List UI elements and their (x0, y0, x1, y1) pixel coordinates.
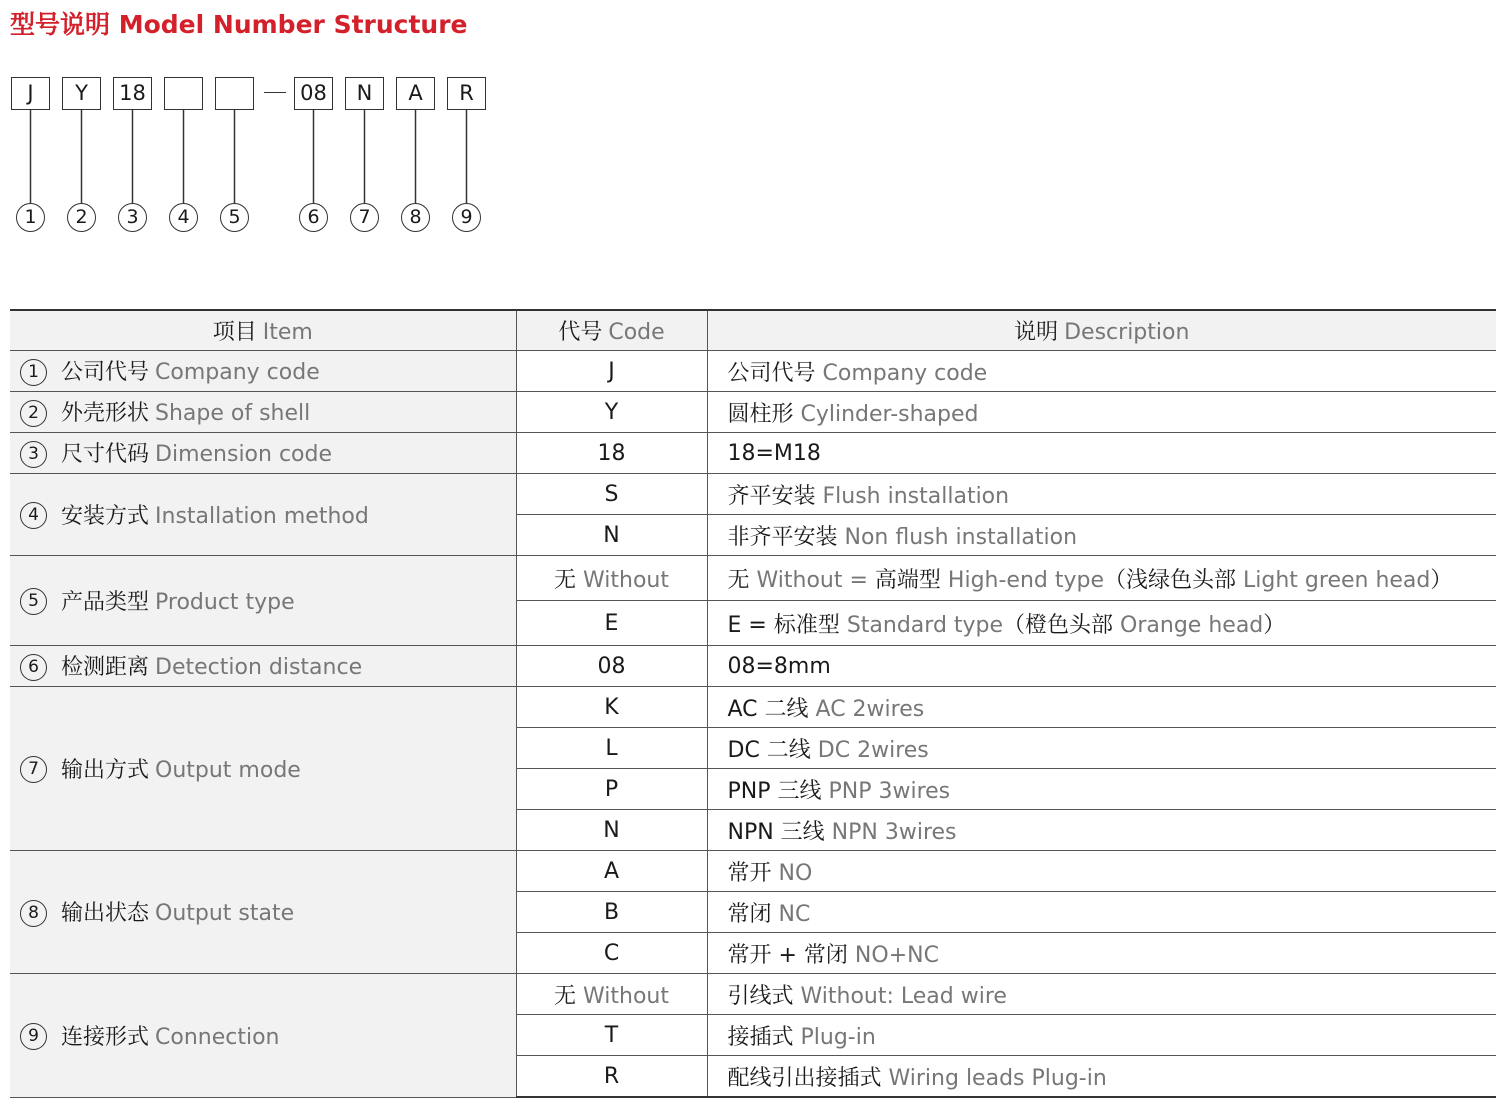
description-text-zh: 圆柱形 (727, 401, 794, 427)
description-cell (707, 687, 1496, 728)
code-box-7: N (345, 77, 384, 110)
code-box-3: 18 (113, 77, 152, 110)
description-text-zh: ） (1430, 567, 1453, 593)
item-label-en: Output mode (155, 757, 301, 783)
title-en: Model Number Structure (118, 10, 468, 39)
item-cell (10, 851, 516, 974)
circled-number-3: 3 (118, 203, 147, 232)
code-value-en: Without (576, 983, 669, 1009)
description-text-en: Cylinder-shaped (793, 401, 979, 427)
code-box-6: 08 (294, 77, 333, 110)
circled-number-7: 7 (350, 203, 379, 232)
code-box-1: J (11, 77, 50, 110)
table-row (10, 851, 1496, 892)
header-description: 说明 Description (707, 310, 1496, 351)
code-value: N (603, 817, 620, 843)
code-cell (516, 687, 707, 728)
description-text-zh: ） (1263, 612, 1286, 638)
code-box-4 (164, 77, 203, 110)
circled-number-1: 1 (16, 203, 45, 232)
code-value: 08 (597, 653, 626, 679)
code-value: 18 (597, 440, 626, 466)
code-cell (516, 769, 707, 810)
description-cell (707, 974, 1496, 1015)
description-cell (707, 1015, 1496, 1056)
model-spec-table (10, 309, 1496, 1098)
item-number-badge: 9 (20, 1023, 47, 1050)
description-text-en: Company code (815, 360, 988, 386)
circled-number-8: 8 (401, 203, 430, 232)
code-cell (516, 646, 707, 687)
item-label-zh: 输出状态 (61, 901, 150, 927)
model-number-diagram (0, 0, 520, 250)
description-text-en: DC 2wires (810, 737, 929, 763)
description-cell (707, 851, 1496, 892)
code-cell (516, 556, 707, 601)
code-value: L (605, 735, 618, 761)
circled-number-4: 4 (169, 203, 198, 232)
description-cell (707, 601, 1496, 646)
description-text-zh: 常闭 (727, 901, 772, 927)
description-text-en: Plug-in (793, 1024, 876, 1050)
description-cell (707, 892, 1496, 933)
description-text-zh: NPN 三线 (727, 819, 825, 845)
description-cell (707, 933, 1496, 974)
item-label-en: Shape of shell (155, 401, 311, 427)
description-text-en: High-end type (940, 567, 1105, 593)
item-label-en: Output state (155, 901, 295, 927)
code-value: T (604, 1022, 619, 1048)
description-text-zh: PNP 三线 (727, 778, 822, 804)
code-cell (516, 1015, 707, 1056)
title-zh: 型号说明 (10, 10, 111, 39)
code-box-8: A (396, 77, 435, 110)
item-cell (10, 646, 516, 687)
code-cell (516, 933, 707, 974)
description-text-zh: 非齐平安装 (727, 524, 838, 550)
item-number-badge: 7 (20, 756, 47, 783)
code-value-zh: 无 (554, 983, 577, 1009)
description-cell (707, 351, 1496, 392)
table-row (10, 687, 1496, 728)
description-text-en: AC 2wires (808, 696, 925, 722)
table-row (10, 974, 1496, 1015)
description-cell (707, 1056, 1496, 1098)
item-label-zh: 输出方式 (61, 757, 150, 783)
description-text-zh: （浅绿色头部 (1104, 567, 1237, 593)
item-cell (10, 474, 516, 556)
code-value: K (604, 694, 619, 720)
item-number-badge: 5 (20, 588, 47, 615)
code-value-zh: 无 (554, 567, 577, 593)
item-cell (10, 556, 516, 646)
description-cell (707, 392, 1496, 433)
item-cell (10, 687, 516, 851)
code-value: S (604, 481, 619, 507)
description-text-zh: 18=M18 (727, 440, 821, 466)
description-text-en: NO (771, 860, 813, 886)
description-text-zh: （橙色头部 (1003, 612, 1114, 638)
circled-number-2: 2 (67, 203, 96, 232)
code-cell (516, 1056, 707, 1098)
item-label-zh: 尺寸代码 (61, 442, 150, 468)
description-cell (707, 728, 1496, 769)
code-cell (516, 515, 707, 556)
code-cell (516, 474, 707, 515)
item-number-badge: 6 (20, 654, 47, 681)
item-label-en: Company code (155, 360, 320, 386)
description-cell (707, 646, 1496, 687)
description-text-en: Light green head (1236, 567, 1431, 593)
circled-number-9: 9 (452, 203, 481, 232)
table-row (10, 351, 1496, 392)
code-box-2: Y (62, 77, 101, 110)
item-cell (10, 351, 516, 392)
table-row (10, 474, 1496, 515)
code-cell (516, 601, 707, 646)
header-item: 项目 Item (10, 310, 516, 351)
description-text-zh: E = 标准型 (727, 612, 840, 638)
code-cell (516, 810, 707, 851)
code-value: C (603, 940, 620, 966)
item-number-badge: 4 (20, 502, 47, 529)
item-label-en: Product type (155, 589, 295, 615)
code-value: A (603, 858, 620, 884)
description-text-en: Non flush installation (837, 524, 1078, 550)
description-text-en: PNP 3wires (821, 778, 951, 804)
table-row (10, 433, 1496, 474)
item-label-zh: 检测距离 (61, 655, 150, 681)
item-label-zh: 公司代号 (61, 360, 150, 386)
code-cell (516, 351, 707, 392)
description-text-en: Without = (749, 567, 875, 593)
code-box-5 (215, 77, 254, 110)
item-label-zh: 产品类型 (61, 589, 150, 615)
code-value: P (604, 776, 619, 802)
code-value: N (603, 522, 620, 548)
item-label-zh: 连接形式 (61, 1024, 150, 1050)
description-text-en: NO+NC (847, 942, 939, 968)
description-text-en: Standard type (839, 612, 1004, 638)
item-number-badge: 2 (20, 400, 47, 427)
header-code: 代号 Code (516, 310, 707, 351)
description-text-zh: 接插式 (727, 1024, 794, 1050)
table-row (10, 646, 1496, 687)
code-cell (516, 851, 707, 892)
description-text-en: Orange head (1113, 612, 1264, 638)
item-cell (10, 433, 516, 474)
code-cell (516, 433, 707, 474)
description-cell (707, 515, 1496, 556)
code-value-en: Without (576, 567, 669, 593)
description-text-zh: 常开 (727, 860, 772, 886)
description-cell (707, 769, 1496, 810)
description-text-zh: 公司代号 (727, 360, 816, 386)
item-cell (10, 392, 516, 433)
description-text-zh: 齐平安装 (727, 483, 816, 509)
description-text-en: NC (771, 901, 811, 927)
description-text-zh: 常开 + 常闭 (727, 942, 848, 968)
description-cell (707, 474, 1496, 515)
code-value: Y (604, 399, 619, 425)
description-cell (707, 810, 1496, 851)
code-value: E (604, 610, 619, 636)
description-text-zh: 无 (727, 567, 750, 593)
code-value: B (603, 899, 620, 925)
code-cell (516, 728, 707, 769)
code-value: J (608, 358, 615, 384)
item-number-badge: 8 (20, 900, 47, 927)
code-cell (516, 892, 707, 933)
code-value: R (603, 1063, 620, 1089)
item-label-en: Dimension code (155, 442, 333, 468)
item-label-en: Detection distance (155, 655, 363, 681)
code-box-9: R (447, 77, 486, 110)
description-cell (707, 433, 1496, 474)
description-text-en: Without: Lead wire (793, 983, 1007, 1009)
description-cell (707, 556, 1496, 601)
description-text-zh: 引线式 (727, 983, 794, 1009)
item-label-en: Installation method (155, 503, 369, 529)
dash-separator (264, 92, 286, 93)
table-row (10, 392, 1496, 433)
description-text-en: Wiring leads Plug-in (881, 1065, 1107, 1091)
item-label-zh: 安装方式 (61, 503, 150, 529)
circled-number-6: 6 (299, 203, 328, 232)
circled-number-5: 5 (220, 203, 249, 232)
description-text-zh: DC 二线 (727, 737, 811, 763)
description-text-zh: AC 二线 (727, 696, 809, 722)
description-text-zh: 配线引出接插式 (727, 1065, 882, 1091)
description-text-en: NPN 3wires (824, 819, 957, 845)
code-cell (516, 392, 707, 433)
description-text-zh: 高端型 (874, 567, 941, 593)
item-number-badge: 3 (20, 441, 47, 468)
item-cell (10, 974, 516, 1098)
table-row (10, 556, 1496, 601)
item-number-badge: 1 (20, 359, 47, 386)
description-text-en: Flush installation (815, 483, 1010, 509)
table-header-row (10, 310, 1496, 351)
item-label-zh: 外壳形状 (61, 401, 150, 427)
code-cell (516, 974, 707, 1015)
item-label-en: Connection (155, 1024, 280, 1050)
description-text-zh: 08=8mm (727, 653, 831, 679)
